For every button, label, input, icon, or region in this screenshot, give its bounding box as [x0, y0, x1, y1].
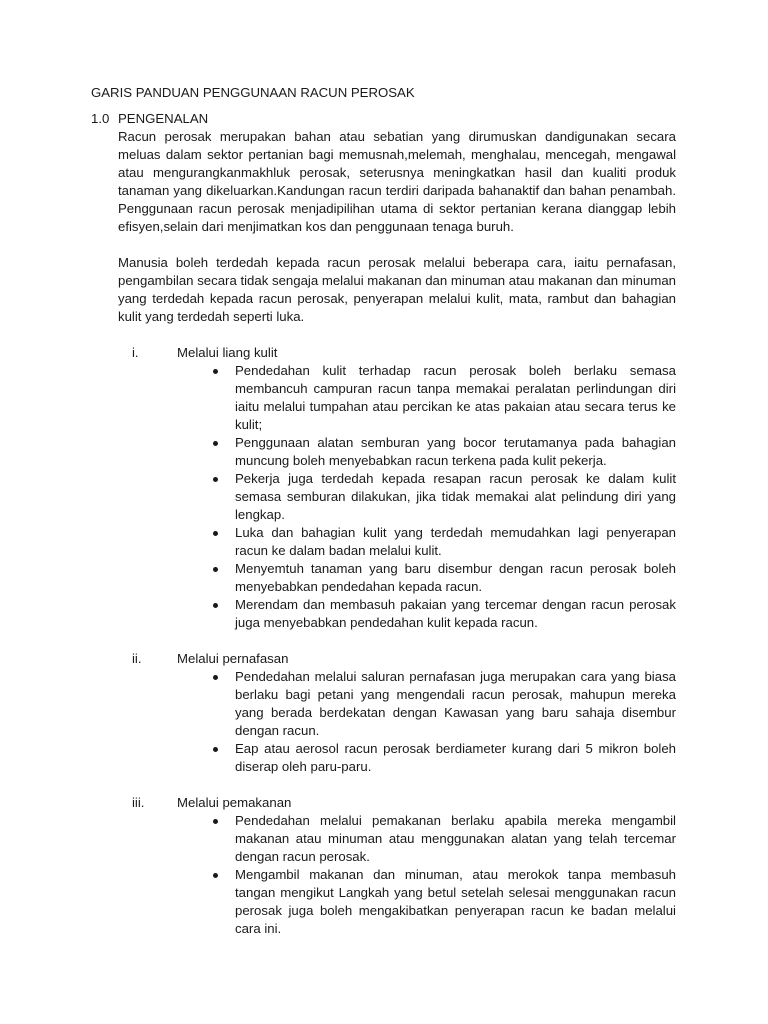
list-item: Menyemtuh tanaman yang baru disembur dengan racun perosak boleh menyebabkan pendedahan kepada racun.	[213, 560, 676, 596]
intro-paragraph: Racun perosak merupakan bahan atau sebatian yang dirumuskan dandigunakan secara meluas dalam sektor pertanian bagi memusnah,melemah, menghalau, mencegah, mengawal atau mengurangkanmakhluk perosak, seterusnya meningkatkan hasil dan kualiti produk tanaman yang dikeluarkan.Kandungan racun terdiri daripada bahanaktif dan bahan penambah. Penggunaan racun perosak menjadipilihan utama di sektor pertanian kerana dianggap lebih efisyen,selain dari menjimatkan kos dan penggunaan tenaga buruh.	[118, 129, 676, 234]
list-item: Mengambil makanan dan minuman, atau merokok tanpa membasuh tangan mengikut Langkah yang betul setelah selesai menggunakan racun perosak juga boleh mengakibatkan penyerapan racun ke badan melalui cara ini.	[213, 866, 676, 938]
subsection-number: ii.	[132, 651, 142, 666]
subsection-number: i.	[132, 345, 139, 360]
bullet-icon	[213, 603, 218, 608]
bullet-icon	[213, 819, 218, 824]
list-item: Pendedahan melalui saluran pernafasan juga merupakan cara yang biasa berlaku bagi petani yang mengendali racun perosak, mahupun mereka yang berada berdekatan dengan Kawasan yang baru sahaja disembur dengan racun.	[213, 668, 676, 740]
subsection-heading	[118, 650, 676, 668]
bullet-icon	[213, 369, 218, 374]
subsection-number: iii.	[132, 795, 145, 810]
list-item: Merendam dan membasuh pakaian yang tercemar dengan racun perosak juga menyebabkan pendedahan kulit kepada racun.	[213, 596, 676, 632]
bullet-icon	[213, 675, 218, 680]
bullet-list	[118, 362, 676, 632]
section-body	[91, 128, 676, 938]
subsection-list	[118, 344, 676, 938]
subsection-title: Melalui pernafasan	[177, 651, 289, 666]
bullet-icon	[213, 873, 218, 878]
bullet-icon	[213, 567, 218, 572]
subsection-title: Melalui liang kulit	[177, 345, 278, 360]
exposure-paragraph: Manusia boleh terdedah kepada racun perosak melalui beberapa cara, iaitu pernafasan, pengambilan secara tidak sengaja melalui makanan dan minuman atau makanan dan minuman yang terdedah kepada racun perosak, penyerapan melalui kulit, mata, rambut dan bahagian kulit yang terdedah seperti luka.	[118, 255, 676, 324]
bullet-icon	[213, 531, 218, 536]
list-item: Eap atau aerosol racun perosak berdiameter kurang dari 5 mikron boleh diserap oleh paru-paru.	[213, 740, 676, 776]
bullet-icon	[213, 441, 218, 446]
bullet-icon	[213, 747, 218, 752]
section-number: 1.0	[91, 111, 110, 126]
list-item: Pekerja juga terdedah kepada resapan racun perosak ke dalam kulit semasa semburan dilakukan, jika tidak memakai alat pelindung diri yang lengkap.	[213, 470, 676, 524]
bullet-icon	[213, 477, 218, 482]
bullet-list	[118, 812, 676, 938]
section-title: PENGENALAN	[118, 111, 209, 126]
bullet-list	[118, 668, 676, 776]
subsection-title: Melalui pemakanan	[177, 795, 292, 810]
subsection-respiration	[118, 650, 676, 776]
subsection-heading	[118, 344, 676, 362]
subsection-skin	[118, 344, 676, 632]
list-item: Luka dan bahagian kulit yang terdedah memudahkan lagi penyerapan racun ke dalam badan melalui kulit.	[213, 524, 676, 560]
subsection-heading	[118, 794, 676, 812]
list-item: Pendedahan kulit terhadap racun perosak boleh berlaku semasa membancuh campuran racun tanpa memakai peralatan perlindungan diri iaitu melalui tumpahan atau percikan ke atas pakaian atau secara terus ke kulit;	[213, 362, 676, 434]
section-heading	[91, 110, 676, 128]
subsection-ingestion	[118, 794, 676, 938]
list-item: Pendedahan melalui pemakanan berlaku apabila mereka mengambil makanan atau minuman atau menggunakan alatan yang telah tercemar dengan racun perosak.	[213, 812, 676, 866]
list-item: Penggunaan alatan semburan yang bocor terutamanya pada bahagian muncung boleh menyebabkan racun terkena pada kulit pekerja.	[213, 434, 676, 470]
document-title: GARIS PANDUAN PENGGUNAAN RACUN PEROSAK	[91, 85, 415, 100]
